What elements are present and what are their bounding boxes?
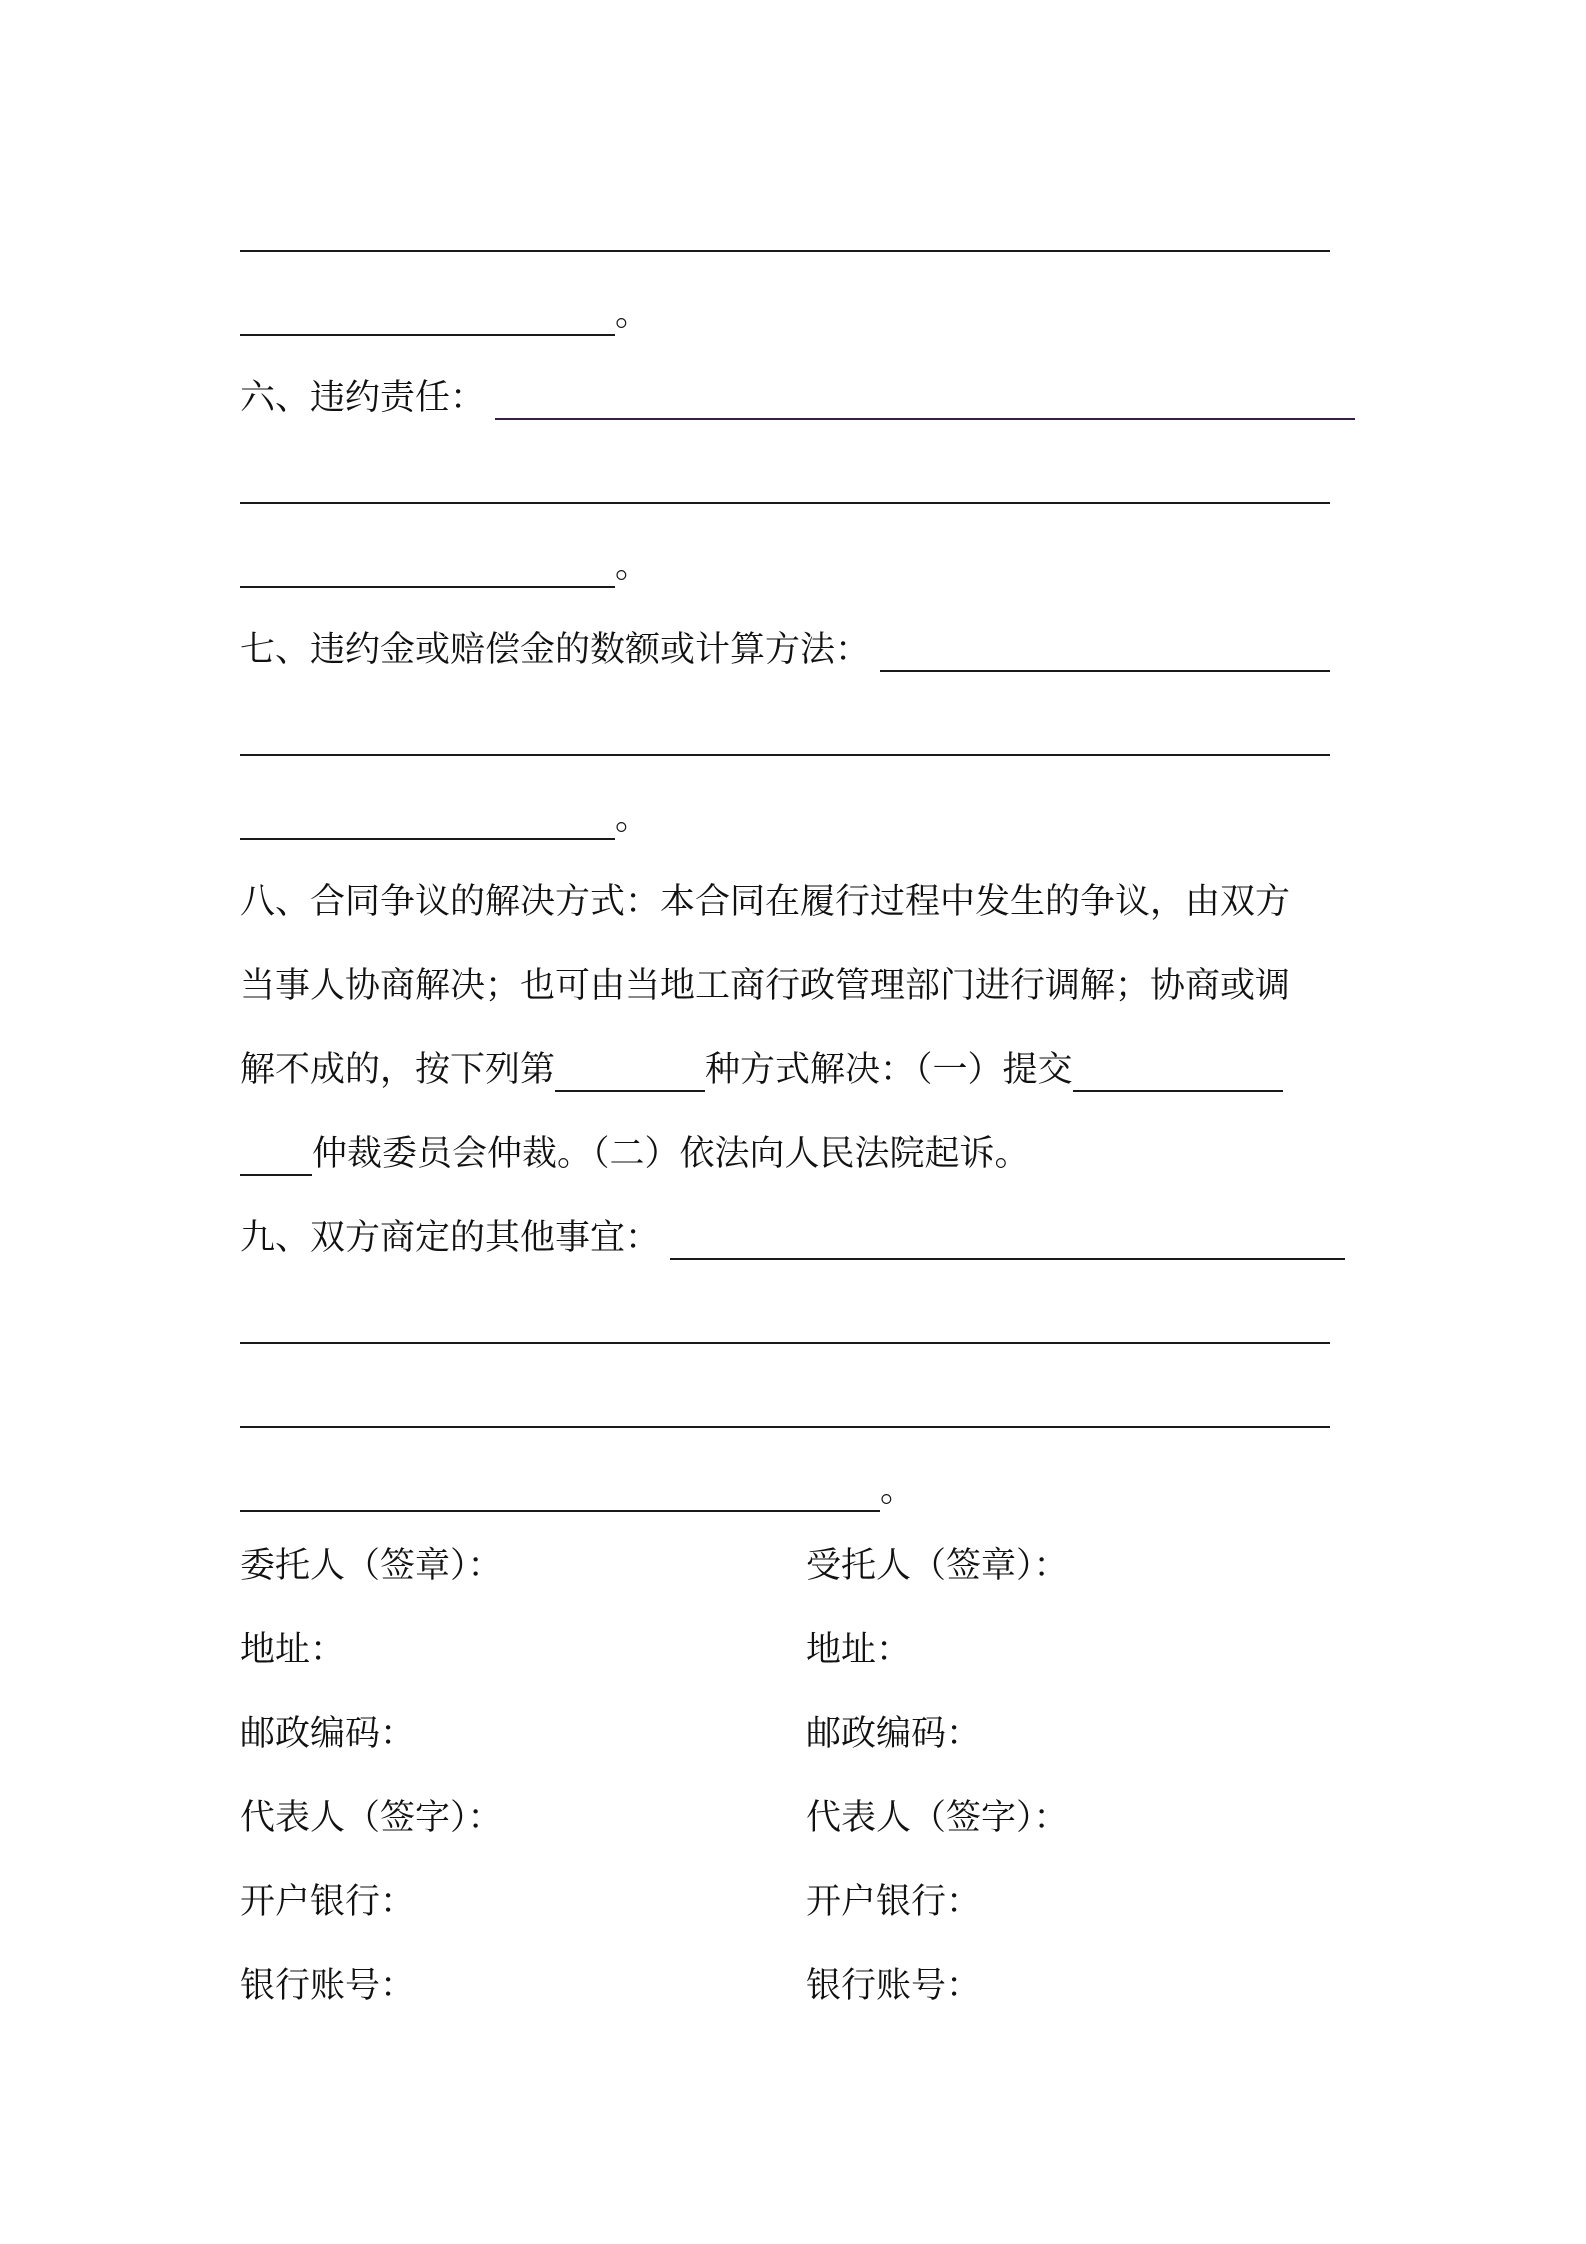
section-9-label: 九、双方商定的其他事宜： [240, 1218, 661, 1258]
blank-line [240, 1372, 1330, 1428]
blank-line [240, 1288, 1330, 1344]
arbitration-body-blank[interactable] [1073, 1050, 1283, 1092]
option-number-blank[interactable] [555, 1050, 705, 1092]
fill-blank[interactable] [240, 798, 615, 840]
fill-blank[interactable] [495, 378, 1355, 420]
fill-blank[interactable] [240, 294, 615, 336]
blank-line-end [240, 1456, 915, 1512]
blank-line-end [240, 784, 650, 840]
principal-bank-label: 开户银行： [240, 1882, 416, 1922]
agent-representative-label: 代表人（签字）： [806, 1798, 1069, 1838]
section-7-label: 七、违约金或赔偿金的数额或计算方法： [240, 630, 871, 670]
principal-seal-label: 委托人（签章）： [240, 1546, 503, 1586]
blank-line [240, 700, 1330, 756]
section-9-heading [240, 1204, 1345, 1260]
agent-postcode-label: 邮政编码： [806, 1714, 982, 1754]
section-8-line-2 [240, 952, 1290, 1008]
fill-blank[interactable] [240, 546, 615, 588]
fill-blank[interactable] [240, 1386, 1330, 1428]
agent-seal-label: 受托人（签章）： [806, 1546, 1069, 1586]
section-8-line-3 [240, 1036, 1283, 1092]
agent-address-label: 地址： [806, 1630, 912, 1670]
period-mark: 。 [615, 546, 651, 586]
principal-representative-label: 代表人（签字）： [240, 1798, 503, 1838]
fill-blank[interactable] [240, 1302, 1330, 1344]
agent-account-label: 银行账号： [806, 1966, 982, 2006]
section-6-label: 六、违约责任： [240, 378, 486, 418]
blank-line [240, 196, 1330, 252]
period-mark: 。 [615, 294, 651, 334]
blank-line-end [240, 280, 650, 336]
section-8-text: 解不成的，按下列第 [240, 1050, 556, 1090]
fill-blank[interactable] [670, 1218, 1345, 1260]
section-8-text: 当事人协商解决；也可由当地工商行政管理部门进行调解；协商或调 [240, 966, 1291, 1006]
principal-postcode-label: 邮政编码： [240, 1714, 416, 1754]
section-8-text: 仲裁委员会仲裁。（二）依法向人民法院起诉。 [312, 1134, 1030, 1174]
fill-blank[interactable] [240, 210, 1330, 252]
section-8-text: 八、合同争议的解决方式：本合同在履行过程中发生的争议，由双方 [240, 882, 1291, 922]
agent-bank-label: 开户银行： [806, 1882, 982, 1922]
period-mark: 。 [880, 1470, 916, 1510]
section-8-line-4 [240, 1120, 1030, 1176]
fill-blank[interactable] [880, 630, 1330, 672]
fill-blank[interactable] [240, 462, 1330, 504]
section-7-heading [240, 616, 1330, 672]
blank-line [240, 448, 1330, 504]
section-8-text: 种方式解决：（一）提交 [705, 1050, 1073, 1090]
section-6-heading [240, 364, 1355, 420]
fill-blank[interactable] [240, 714, 1330, 756]
arbitration-body-blank[interactable] [240, 1134, 312, 1176]
fill-blank[interactable] [240, 1470, 880, 1512]
blank-line-end [240, 532, 650, 588]
principal-address-label: 地址： [240, 1630, 346, 1670]
section-8-line-1 [240, 868, 1290, 924]
principal-account-label: 银行账号： [240, 1966, 416, 2006]
period-mark: 。 [615, 798, 651, 838]
